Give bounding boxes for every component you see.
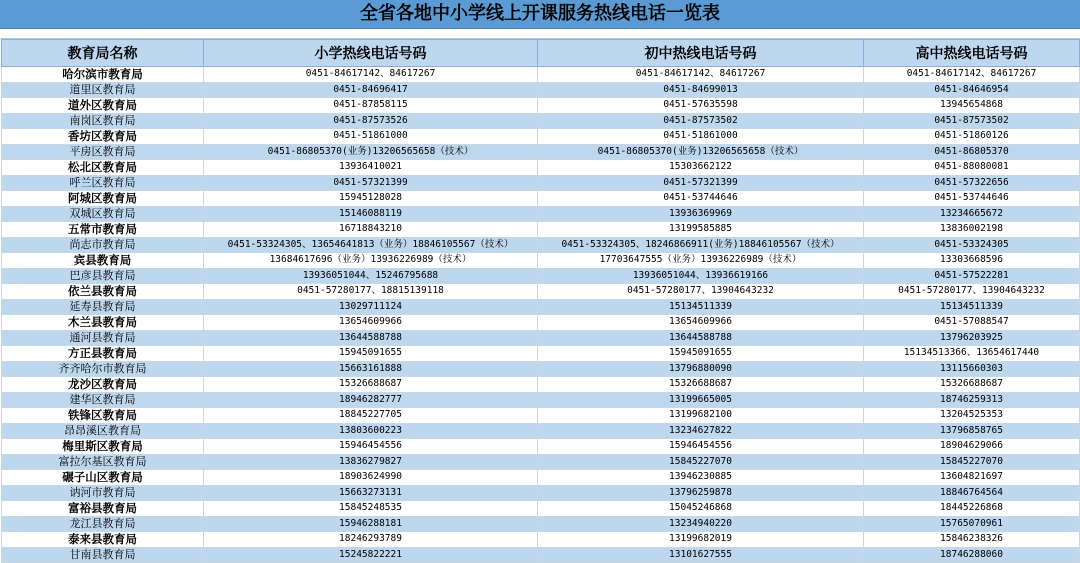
table-row [2, 454, 1080, 470]
high-hotline-cell: 0451-87573502 [864, 113, 1080, 129]
high-hotline-cell: 15845227070 [864, 454, 1080, 470]
bureau-name-cell: 甘南县教育局 [2, 547, 204, 563]
high-hotline-cell: 0451-57280177、13904643232 [864, 284, 1080, 300]
sheet-title: 全省各地中小学线上开课服务热线电话一览表 [0, 0, 1080, 29]
header-primary-hotline: 小学热线电话号码 [204, 40, 538, 67]
table-row [2, 67, 1080, 83]
primary-hotline-cell: 18845227705 [204, 408, 538, 424]
middle-hotline-cell: 0451-57280177、13904643232 [538, 284, 864, 300]
table-row [2, 330, 1080, 346]
table-row [2, 439, 1080, 455]
primary-hotline-cell: 13684617696（业务）13936226989（技术） [204, 253, 538, 269]
middle-hotline-cell: 0451-53324305、18246866911(业务)18846105567（技术） [538, 237, 864, 253]
primary-hotline-cell: 15663273131 [204, 485, 538, 501]
table-row [2, 299, 1080, 315]
middle-hotline-cell: 13654609966 [538, 315, 864, 331]
bureau-name-cell: 齐齐哈尔市教育局 [2, 361, 204, 377]
middle-hotline-cell: 17703647555（业务）13936226989（技术） [538, 253, 864, 269]
primary-hotline-cell: 0451-51861000 [204, 129, 538, 145]
table-row [2, 315, 1080, 331]
high-hotline-cell: 18846764564 [864, 485, 1080, 501]
bureau-name-cell: 宾县教育局 [2, 253, 204, 269]
table-row [2, 408, 1080, 424]
table-row [2, 346, 1080, 362]
bureau-name-cell: 龙沙区教育局 [2, 377, 204, 393]
bureau-name-cell: 木兰县教育局 [2, 315, 204, 331]
primary-hotline-cell: 13654609966 [204, 315, 538, 331]
middle-hotline-cell: 13234627822 [538, 423, 864, 439]
primary-hotline-cell: 13644588788 [204, 330, 538, 346]
table-row [2, 253, 1080, 269]
middle-hotline-cell: 13946230885 [538, 470, 864, 486]
table-row [2, 268, 1080, 284]
middle-hotline-cell: 13234940220 [538, 516, 864, 532]
table-row [2, 113, 1080, 129]
bureau-name-cell: 方正县教育局 [2, 346, 204, 362]
primary-hotline-cell: 0451-84696417 [204, 82, 538, 98]
primary-hotline-cell: 15945128028 [204, 191, 538, 207]
high-hotline-cell: 0451-57522281 [864, 268, 1080, 284]
high-hotline-cell: 18746259313 [864, 392, 1080, 408]
high-hotline-cell: 13303668596 [864, 253, 1080, 269]
bureau-name-cell: 通河县教育局 [2, 330, 204, 346]
high-hotline-cell: 0451-51860126 [864, 129, 1080, 145]
middle-hotline-cell: 13199585885 [538, 222, 864, 238]
middle-hotline-cell: 13199665005 [538, 392, 864, 408]
middle-hotline-cell: 0451-57321399 [538, 175, 864, 191]
middle-hotline-cell: 15326688687 [538, 377, 864, 393]
bureau-name-cell: 尚志市教育局 [2, 237, 204, 253]
high-hotline-cell: 18904629066 [864, 439, 1080, 455]
table-row [2, 191, 1080, 207]
table-row [2, 82, 1080, 98]
bureau-name-cell: 香坊区教育局 [2, 129, 204, 145]
middle-hotline-cell: 13199682019 [538, 532, 864, 548]
high-hotline-cell: 13234665672 [864, 206, 1080, 222]
middle-hotline-cell: 13796259878 [538, 485, 864, 501]
table-row [2, 206, 1080, 222]
table-row [2, 470, 1080, 486]
primary-hotline-cell: 0451-57321399 [204, 175, 538, 191]
primary-hotline-cell: 0451-87858115 [204, 98, 538, 114]
high-hotline-cell: 0451-88080081 [864, 160, 1080, 176]
table-body [2, 67, 1080, 563]
table-row [2, 284, 1080, 300]
high-hotline-cell: 13604821697 [864, 470, 1080, 486]
middle-hotline-cell: 13796880090 [538, 361, 864, 377]
bureau-name-cell: 讷河市教育局 [2, 485, 204, 501]
primary-hotline-cell: 0451-84617142、84617267 [204, 67, 538, 83]
middle-hotline-cell: 15945091655 [538, 346, 864, 362]
middle-hotline-cell: 13101627555 [538, 547, 864, 563]
middle-hotline-cell: 15946454556 [538, 439, 864, 455]
high-hotline-cell: 13796203925 [864, 330, 1080, 346]
table-row [2, 547, 1080, 563]
high-hotline-cell: 13945654868 [864, 98, 1080, 114]
middle-hotline-cell: 0451-51861000 [538, 129, 864, 145]
high-hotline-cell: 13796858765 [864, 423, 1080, 439]
table-row [2, 361, 1080, 377]
table-row [2, 129, 1080, 145]
header-middle-hotline: 初中热线电话号码 [538, 40, 864, 67]
middle-hotline-cell: 15845227070 [538, 454, 864, 470]
bureau-name-cell: 富拉尔基区教育局 [2, 454, 204, 470]
table-row [2, 160, 1080, 176]
high-hotline-cell: 13115660303 [864, 361, 1080, 377]
primary-hotline-cell: 15245822221 [204, 547, 538, 563]
table-row [2, 532, 1080, 548]
primary-hotline-cell: 18946282777 [204, 392, 538, 408]
middle-hotline-cell: 15303662122 [538, 160, 864, 176]
middle-hotline-cell: 13199682100 [538, 408, 864, 424]
bureau-name-cell: 昂昂溪区教育局 [2, 423, 204, 439]
high-hotline-cell: 0451-57322656 [864, 175, 1080, 191]
table-row [2, 175, 1080, 191]
high-hotline-cell: 0451-84646954 [864, 82, 1080, 98]
bureau-name-cell: 南岗区教育局 [2, 113, 204, 129]
table-row [2, 222, 1080, 238]
hotline-table [1, 39, 1080, 563]
header-high-hotline: 高中热线电话号码 [864, 40, 1080, 67]
bureau-name-cell: 龙江县教育局 [2, 516, 204, 532]
primary-hotline-cell: 15946454556 [204, 439, 538, 455]
primary-hotline-cell: 15845248535 [204, 501, 538, 517]
middle-hotline-cell: 15134511339 [538, 299, 864, 315]
bureau-name-cell: 建华区教育局 [2, 392, 204, 408]
primary-hotline-cell: 18246293789 [204, 532, 538, 548]
table-row [2, 392, 1080, 408]
high-hotline-cell: 18746288060 [864, 547, 1080, 563]
high-hotline-cell: 0451-53324305 [864, 237, 1080, 253]
primary-hotline-cell: 0451-53324305、13654641813（业务）18846105567（技术） [204, 237, 538, 253]
high-hotline-cell: 15326688687 [864, 377, 1080, 393]
middle-hotline-cell: 0451-87573502 [538, 113, 864, 129]
table-row [2, 237, 1080, 253]
primary-hotline-cell: 13836279827 [204, 454, 538, 470]
high-hotline-cell: 15134513366、13654617440 [864, 346, 1080, 362]
high-hotline-cell: 0451-57088547 [864, 315, 1080, 331]
bureau-name-cell: 碾子山区教育局 [2, 470, 204, 486]
middle-hotline-cell: 15045246868 [538, 501, 864, 517]
bureau-name-cell: 铁锋区教育局 [2, 408, 204, 424]
high-hotline-cell: 13836002198 [864, 222, 1080, 238]
primary-hotline-cell: 15946288181 [204, 516, 538, 532]
bureau-name-cell: 道外区教育局 [2, 98, 204, 114]
table-row [2, 144, 1080, 160]
bureau-name-cell: 五常市教育局 [2, 222, 204, 238]
primary-hotline-cell: 16718843210 [204, 222, 538, 238]
high-hotline-cell: 15765070961 [864, 516, 1080, 532]
bureau-name-cell: 泰来县教育局 [2, 532, 204, 548]
bureau-name-cell: 平房区教育局 [2, 144, 204, 160]
table-row [2, 377, 1080, 393]
primary-hotline-cell: 15326688687 [204, 377, 538, 393]
spacer-row [0, 29, 1080, 39]
bureau-name-cell: 富裕县教育局 [2, 501, 204, 517]
high-hotline-cell: 15846238326 [864, 532, 1080, 548]
high-hotline-cell: 15134511339 [864, 299, 1080, 315]
high-hotline-cell: 0451-53744646 [864, 191, 1080, 207]
high-hotline-cell: 18445226868 [864, 501, 1080, 517]
bureau-name-cell: 阿城区教育局 [2, 191, 204, 207]
middle-hotline-cell: 0451-84699013 [538, 82, 864, 98]
table-row [2, 423, 1080, 439]
table-row [2, 516, 1080, 532]
high-hotline-cell: 13204525353 [864, 408, 1080, 424]
middle-hotline-cell: 13644588788 [538, 330, 864, 346]
bureau-name-cell: 哈尔滨市教育局 [2, 67, 204, 83]
table-row [2, 485, 1080, 501]
bureau-name-cell: 呼兰区教育局 [2, 175, 204, 191]
primary-hotline-cell: 13936410021 [204, 160, 538, 176]
table-row [2, 98, 1080, 114]
primary-hotline-cell: 15945091655 [204, 346, 538, 362]
bureau-name-cell: 依兰县教育局 [2, 284, 204, 300]
primary-hotline-cell: 0451-57280177、18815139118 [204, 284, 538, 300]
primary-hotline-cell: 18903624990 [204, 470, 538, 486]
primary-hotline-cell: 0451-86805370(业务)13206565658（技术） [204, 144, 538, 160]
primary-hotline-cell: 13803600223 [204, 423, 538, 439]
bureau-name-cell: 巴彦县教育局 [2, 268, 204, 284]
high-hotline-cell: 0451-84617142、84617267 [864, 67, 1080, 83]
primary-hotline-cell: 13029711124 [204, 299, 538, 315]
middle-hotline-cell: 13936051044、13936619166 [538, 268, 864, 284]
primary-hotline-cell: 0451-87573526 [204, 113, 538, 129]
primary-hotline-cell: 15663161888 [204, 361, 538, 377]
bureau-name-cell: 双城区教育局 [2, 206, 204, 222]
bureau-name-cell: 梅里斯区教育局 [2, 439, 204, 455]
header-bureau-name: 教育局名称 [2, 40, 204, 67]
header-row [2, 40, 1080, 67]
middle-hotline-cell: 13936369969 [538, 206, 864, 222]
bureau-name-cell: 松北区教育局 [2, 160, 204, 176]
high-hotline-cell: 0451-86805370 [864, 144, 1080, 160]
bureau-name-cell: 道里区教育局 [2, 82, 204, 98]
middle-hotline-cell: 0451-53744646 [538, 191, 864, 207]
primary-hotline-cell: 15146088119 [204, 206, 538, 222]
middle-hotline-cell: 0451-86805370(业务)13206565658（技术） [538, 144, 864, 160]
bureau-name-cell: 延寿县教育局 [2, 299, 204, 315]
table-row [2, 501, 1080, 517]
primary-hotline-cell: 13936051044、15246795688 [204, 268, 538, 284]
middle-hotline-cell: 0451-57635598 [538, 98, 864, 114]
middle-hotline-cell: 0451-84617142、84617267 [538, 67, 864, 83]
